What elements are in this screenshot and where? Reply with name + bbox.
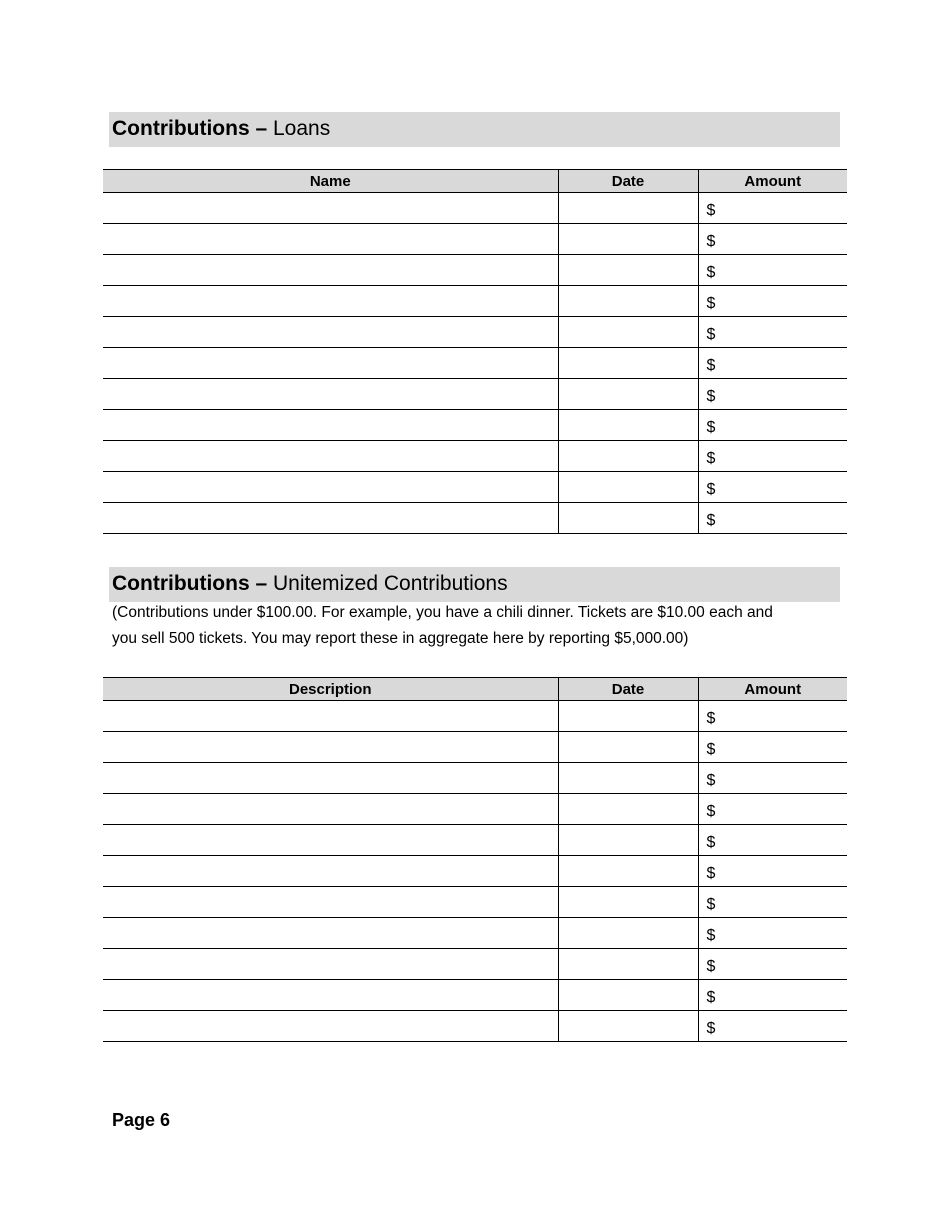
date-cell[interactable] <box>558 379 698 410</box>
amount-cell[interactable] <box>698 701 847 732</box>
amount-cell[interactable] <box>698 224 847 255</box>
name-cell[interactable] <box>103 441 558 472</box>
table-row <box>103 472 847 503</box>
unitemized-table-header <box>103 678 847 701</box>
date-cell[interactable] <box>558 794 698 825</box>
date-cell[interactable] <box>558 317 698 348</box>
amount-cell[interactable] <box>698 949 847 980</box>
loans-section-heading <box>109 112 840 147</box>
description-cell[interactable] <box>103 794 558 825</box>
amount-cell[interactable] <box>698 1011 847 1042</box>
description-cell[interactable] <box>103 701 558 732</box>
dollar-sign: $ <box>706 1020 716 1037</box>
date-cell[interactable] <box>558 887 698 918</box>
date-column-header: Date <box>558 170 698 193</box>
description-cell[interactable] <box>103 949 558 980</box>
table-row <box>103 856 847 887</box>
date-cell[interactable] <box>558 472 698 503</box>
description-cell[interactable] <box>103 1011 558 1042</box>
table-row <box>103 732 847 763</box>
table-row <box>103 794 847 825</box>
description-cell[interactable] <box>103 825 558 856</box>
description-cell[interactable] <box>103 856 558 887</box>
unitemized-note-line-1: (Contributions under $100.00. For example, you have a chili dinner. Tickets are $10.00 each and <box>112 604 773 621</box>
description-cell[interactable] <box>103 918 558 949</box>
loans-table <box>103 169 847 534</box>
date-cell[interactable] <box>558 701 698 732</box>
date-cell[interactable] <box>558 763 698 794</box>
loans-heading-title: Loans <box>273 117 331 140</box>
name-cell[interactable] <box>103 348 558 379</box>
date-cell[interactable] <box>558 732 698 763</box>
dollar-sign: $ <box>706 927 716 944</box>
table-row <box>103 503 847 534</box>
amount-cell[interactable] <box>698 472 847 503</box>
dollar-sign: $ <box>706 388 716 405</box>
table-row <box>103 379 847 410</box>
date-cell[interactable] <box>558 410 698 441</box>
dollar-sign: $ <box>706 512 716 529</box>
table-row <box>103 1011 847 1042</box>
date-cell[interactable] <box>558 1011 698 1042</box>
amount-cell[interactable] <box>698 856 847 887</box>
unitemized-note-line-2: you sell 500 tickets. You may report these in aggregate here by reporting $5,000.00) <box>112 630 689 647</box>
dollar-sign: $ <box>706 264 716 281</box>
table-row <box>103 286 847 317</box>
amount-cell[interactable] <box>698 763 847 794</box>
amount-cell[interactable] <box>698 441 847 472</box>
unitemized-section-heading <box>109 567 840 602</box>
amount-cell[interactable] <box>698 794 847 825</box>
amount-cell[interactable] <box>698 193 847 224</box>
dollar-sign: $ <box>706 958 716 975</box>
dollar-sign: $ <box>706 865 716 882</box>
loans-table-header <box>103 170 847 193</box>
dollar-sign: $ <box>706 357 716 374</box>
date-cell[interactable] <box>558 980 698 1011</box>
table-row <box>103 949 847 980</box>
dollar-sign: $ <box>706 803 716 820</box>
dollar-sign: $ <box>706 481 716 498</box>
dollar-sign: $ <box>706 233 716 250</box>
amount-column-header: Amount <box>698 678 847 701</box>
name-cell[interactable] <box>103 410 558 441</box>
dollar-sign: $ <box>706 834 716 851</box>
unitemized-table <box>103 677 847 1042</box>
name-cell[interactable] <box>103 286 558 317</box>
date-cell[interactable] <box>558 949 698 980</box>
description-cell[interactable] <box>103 732 558 763</box>
table-row <box>103 255 847 286</box>
description-cell[interactable] <box>103 763 558 794</box>
dollar-sign: $ <box>706 419 716 436</box>
name-cell[interactable] <box>103 255 558 286</box>
amount-cell[interactable] <box>698 348 847 379</box>
table-row <box>103 410 847 441</box>
dollar-sign: $ <box>706 710 716 727</box>
amount-cell[interactable] <box>698 317 847 348</box>
table-row <box>103 763 847 794</box>
description-column-header: Description <box>103 678 558 701</box>
name-cell[interactable] <box>103 503 558 534</box>
date-cell[interactable] <box>558 255 698 286</box>
description-cell[interactable] <box>103 887 558 918</box>
date-cell[interactable] <box>558 224 698 255</box>
unitemized-heading-title: Unitemized Contributions <box>273 572 508 595</box>
dollar-sign: $ <box>706 896 716 913</box>
dollar-sign: $ <box>706 741 716 758</box>
date-cell[interactable] <box>558 286 698 317</box>
table-row <box>103 701 847 732</box>
amount-cell[interactable] <box>698 503 847 534</box>
date-cell[interactable] <box>558 193 698 224</box>
loans-heading-bold: Contributions – <box>112 117 268 140</box>
table-row <box>103 193 847 224</box>
date-cell[interactable] <box>558 348 698 379</box>
amount-cell[interactable] <box>698 286 847 317</box>
dollar-sign: $ <box>706 450 716 467</box>
amount-cell[interactable] <box>698 980 847 1011</box>
date-cell[interactable] <box>558 856 698 887</box>
name-cell[interactable] <box>103 472 558 503</box>
table-row <box>103 825 847 856</box>
date-cell[interactable] <box>558 441 698 472</box>
table-row <box>103 224 847 255</box>
dollar-sign: $ <box>706 989 716 1006</box>
table-row <box>103 348 847 379</box>
name-column-header: Name <box>103 170 558 193</box>
dollar-sign: $ <box>706 772 716 789</box>
name-cell[interactable] <box>103 224 558 255</box>
name-cell[interactable] <box>103 379 558 410</box>
amount-column-header: Amount <box>698 170 847 193</box>
amount-cell[interactable] <box>698 255 847 286</box>
unitemized-heading-bold: Contributions – <box>112 572 268 595</box>
unitemized-note <box>112 600 842 652</box>
dollar-sign: $ <box>706 295 716 312</box>
date-cell[interactable] <box>558 503 698 534</box>
amount-cell[interactable] <box>698 379 847 410</box>
amount-cell[interactable] <box>698 918 847 949</box>
amount-cell[interactable] <box>698 887 847 918</box>
dollar-sign: $ <box>706 202 716 219</box>
name-cell[interactable] <box>103 317 558 348</box>
amount-cell[interactable] <box>698 825 847 856</box>
amount-cell[interactable] <box>698 410 847 441</box>
page-number: Page 6 <box>112 1110 171 1130</box>
date-cell[interactable] <box>558 825 698 856</box>
name-cell[interactable] <box>103 193 558 224</box>
date-column-header: Date <box>558 678 698 701</box>
table-row <box>103 441 847 472</box>
table-row <box>103 980 847 1011</box>
table-row <box>103 887 847 918</box>
date-cell[interactable] <box>558 918 698 949</box>
table-row <box>103 918 847 949</box>
dollar-sign: $ <box>706 326 716 343</box>
amount-cell[interactable] <box>698 732 847 763</box>
table-row <box>103 317 847 348</box>
description-cell[interactable] <box>103 980 558 1011</box>
